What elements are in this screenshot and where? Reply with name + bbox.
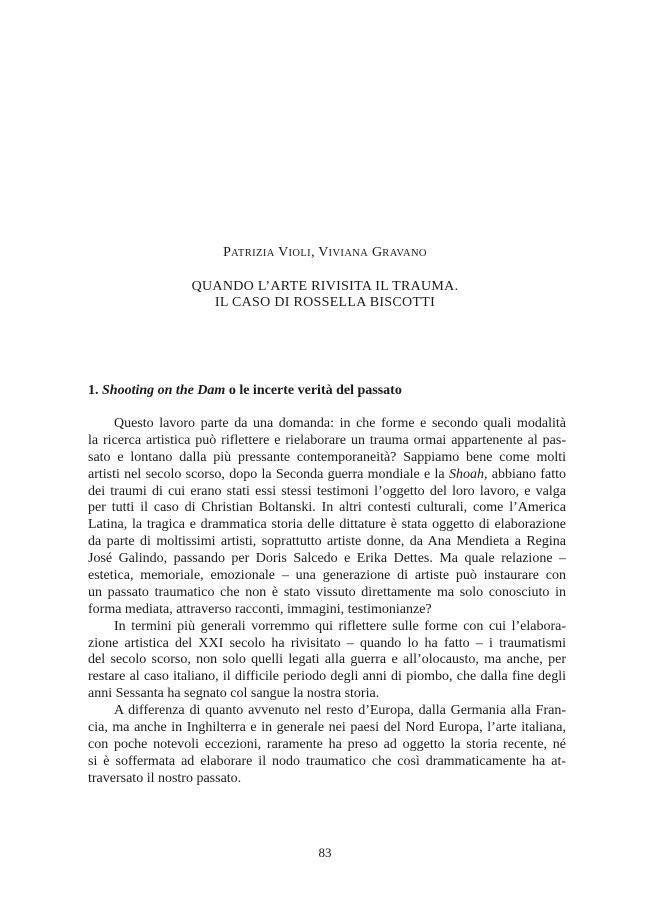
page-number: 83 — [318, 845, 332, 860]
text-line: forma mediata, attraverso racconti, immagini, testimonianze? — [88, 601, 432, 617]
text-line: In termini più generali vorremmo qui riflettere sulle forme con cui l’elabora- — [114, 618, 566, 634]
text-line: con poche notevoli eccezioni, raramente ha preso ad oggetto la storia recente, né — [88, 736, 566, 752]
body-text — [88, 416, 566, 788]
text-line: si è soffermata ad elaborare il nodo traumatico che così drammaticamente ha at- — [88, 753, 566, 769]
text-line: del secolo scorso, non solo quelli legati alla guerra e all’olocausto, ma anche, per — [88, 652, 566, 668]
text-line: Latina, la tragica e drammatica storia delle dittature è stata oggetto di elaborazione — [88, 517, 566, 533]
text-line: sato e lontano dalla più pressante contemporaneità? Sappiamo bene come molti — [88, 449, 566, 465]
text-line: estetica, memoriale, emozionale – una generazione di artiste può instaurare con — [88, 568, 566, 584]
text-line: Questo lavoro parte da una domanda: in che forme e secondo quali modalità — [114, 416, 566, 431]
section-title-italic: Shooting on the Dam — [102, 383, 226, 398]
section-title-rest: o le incerte verità del passato — [225, 383, 402, 398]
text-line: zione artistica del XXI secolo ha rivisitato – quando lo ha fatto – i traumatismi — [88, 635, 566, 651]
text-line: anni Sessanta ha segnato col sangue la nostra storia. — [88, 686, 380, 702]
author-1: PATRIZIA VIOLI — [223, 245, 312, 260]
section-heading — [88, 383, 568, 399]
text-line: traversato il nostro passato. — [88, 770, 242, 786]
shoah-italic: Shoah — [448, 466, 484, 482]
text-line: restare al caso italiano, il difficile periodo degli anni di piombo, che dalla fine degli — [88, 669, 566, 685]
author-separator: , — [311, 245, 319, 260]
paragraph-1 — [88, 416, 566, 619]
title-line-1: QUANDO L’ARTE RIVISITA IL TRAUMA. — [191, 279, 459, 294]
article-title — [0, 279, 650, 311]
text-line: cia, ma anche in Inghilterra e in generale nei paesi del Nord Europa, l’arte italiana, — [88, 720, 566, 736]
author-2: VIVIANA GRAVANO — [318, 245, 427, 260]
text-line: per tutti il caso di Christian Boltanski. In altri contesti culturali, come l’America — [88, 500, 566, 516]
text-line: la ricerca artistica può riflettere e rielaborare un trauma ormai appartenente al pas- — [88, 432, 566, 448]
text-line: artisti nel secolo scorso, dopo la Seconda guerra mondiale e la Shoah, abbiano fatto — [88, 466, 566, 482]
section-number: 1. — [88, 383, 102, 398]
authors-line — [0, 245, 650, 261]
text-line: A differenza di quanto avvenuto nel resto d’Europa, dalla Germania alla Fran- — [114, 703, 566, 719]
text-line: un passato traumatico che non è stato vissuto direttamente ma solo conosciuto in — [88, 584, 566, 600]
text-line: dei traumi di cui erano stati essi stessi testimoni l’oggetto del loro lavoro, e valga — [88, 483, 566, 499]
paragraph-3 — [88, 703, 566, 787]
text-line: da parte di moltissimi artisti, soprattutto artiste donne, da Ana Mendieta a Regina — [88, 534, 566, 550]
text-line: José Galindo, passando per Doris Salcedo e Erika Dettes. Ma quale relazione – — [88, 551, 566, 567]
title-line-2: IL CASO DI ROSSELLA BISCOTTI — [214, 295, 436, 310]
paragraph-2 — [88, 619, 566, 703]
